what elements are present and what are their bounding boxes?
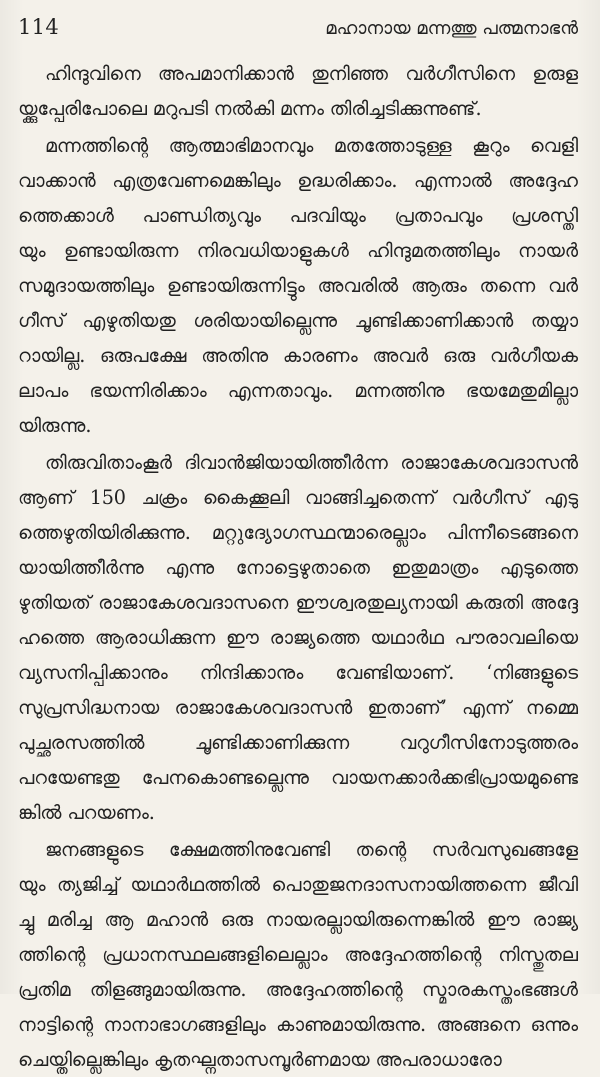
text-line: പുച്ഛരസത്തിൽ ചൂണ്ടിക്കാണിക്കുന്ന വറുഗീസിനോടുത്തരം	[18, 731, 578, 754]
text-line: മന്നത്തിന്റെ ആത്മാഭിമാനവും മതത്തോടുള്ള കൂറും വെളി	[45, 134, 578, 157]
text-line: യ്ക്കുപ്പേരിപോലെ മറുപടി നൽകി മന്നം തിരിച്ചടിക്കുന്നുണ്ട്.	[18, 97, 482, 120]
text-line: ത്തെഴുതിയിരിക്കുന്നു. മറ്റുദ്യോഗസ്ഥന്മാരെല്ലാം പിന്നീടെങ്ങനെ	[18, 521, 578, 544]
text-line: പ്രതിമ തിളങ്ങുമായിരുന്നു. അദ്ദേഹത്തിന്റെ സ്മാരകസ്തംഭങ്ങൾ	[18, 978, 578, 1001]
text-line: ആണ് 150 ചക്രം കൈക്കൂലി വാങ്ങിച്ചതെന്ന് വർഗീസ് എടു	[18, 486, 578, 509]
text-line: സുപ്രസിദ്ധനായ രാജാകേശവദാസൻ ഇതാണ്’ എന്ന് നമ്മെ	[18, 696, 578, 719]
text-line: യും ഉണ്ടായിരുന്ന നിരവധിയാളുകൾ ഹിന്ദുമതത്തിലും നായർ	[18, 239, 578, 262]
text-line: ഴുതിയത് രാജാകേശവദാസനെ ഈശ്വരതുല്യനായി കരുതി അദ്ദേ	[18, 591, 578, 614]
paragraph-3	[18, 445, 578, 830]
text-line: സമുദായത്തിലും ഉണ്ടായിരുന്നിട്ടും അവരിൽ ആരും തന്നെ വർ	[18, 274, 578, 297]
text-line: നാട്ടിന്റെ നാനാഭാഗങ്ങളിലും കാണുമായിരുന്നു. അങ്ങനെ ഒന്നും	[18, 1013, 578, 1036]
paragraph-1	[18, 56, 578, 126]
text-line: വാക്കാൻ എത്രവേണമെങ്കിലും ഉദ്ധരിക്കാം. എന്നാൽ അദ്ദേഹ	[18, 169, 578, 192]
text-line: ങ്കിൽ പറയണം.	[18, 801, 155, 824]
paragraph-4	[18, 832, 578, 1077]
text-line: ജനങ്ങളുടെ ക്ഷേമത്തിനുവേണ്ടി തന്റെ സർവസുഖങ്ങളേ	[45, 838, 578, 861]
text-line: ഗീസ് എഴുതിയതു ശരിയായില്ലെന്നു ചൂണ്ടിക്കാണിക്കാൻ തയ്യാ	[18, 309, 578, 332]
running-title: മഹാനായ മന്നത്തു പത്മനാഭൻ	[325, 18, 578, 39]
text-line: ഹിന്ദുവിനെ അപമാനിക്കാൻ തുനിഞ്ഞ വർഗീസിനെ ഉരുള	[45, 62, 578, 85]
text-line: ചെയ്തില്ലെങ്കിലും കൃതഘ്നതാസമ്പൂർണമായ അപരാധാരോ	[18, 1048, 502, 1071]
text-line: വ്യസനിപ്പിക്കാനും നിന്ദിക്കാനും വേണ്ടിയാണ്. ‘നിങ്ങളുടെ	[18, 661, 578, 684]
text-line: ച്ചു മരിച്ച ആ മഹാൻ ഒരു നായരല്ലായിരുന്നെങ്കിൽ ഈ രാജ്യ	[18, 908, 578, 931]
text-line: ത്തിന്റെ പ്രധാനസ്ഥലങ്ങളിലെല്ലാം അദ്ദേഹത്തിന്റെ നിസ്തുതല	[18, 943, 578, 966]
text-line: റായില്ല. ഒരുപക്ഷേ അതിനു കാരണം അവർ ഒരു വർഗീയക	[18, 344, 578, 367]
text-line: ത്തെക്കാൾ പാണ്ഡിത്യവും പദവിയും പ്രതാപവും പ്രശസ്തി	[18, 204, 578, 227]
text-line: പറയേണ്ടതു പേനകൊണ്ടല്ലെന്നു വായനക്കാർക്കഭിപ്രായമുണ്ടെ	[18, 766, 578, 789]
text-line: യായിത്തീർന്നു എന്നു നോട്ടെഴുതാതെ ഇതുമാത്രം എടുത്തെ	[18, 556, 578, 579]
text-line: ലാപം ഭയന്നിരിക്കാം എന്നതാവും. മന്നത്തിനു ഭയമേതുമില്ലാ	[18, 379, 578, 402]
body-text	[18, 56, 578, 1077]
text-line: തിരുവിതാംകൂർ ദിവാൻജിയായിത്തീർന്ന രാജാകേശവദാസൻ	[45, 451, 578, 474]
text-line: ഹത്തെ ആരാധിക്കുന്ന ഈ രാജ്യത്തെ യഥാർഥ പൗരാവലിയെ	[18, 626, 578, 649]
page-number: 114	[18, 15, 59, 39]
paragraph-2	[18, 128, 578, 443]
page-header	[18, 10, 578, 38]
text-line: യിരുന്നു.	[18, 414, 92, 437]
text-line: യും ത്യജിച്ച് യഥാർഥത്തിൽ പൊതുജനദാസനായിത്തന്നെ ജീവി	[18, 873, 578, 896]
